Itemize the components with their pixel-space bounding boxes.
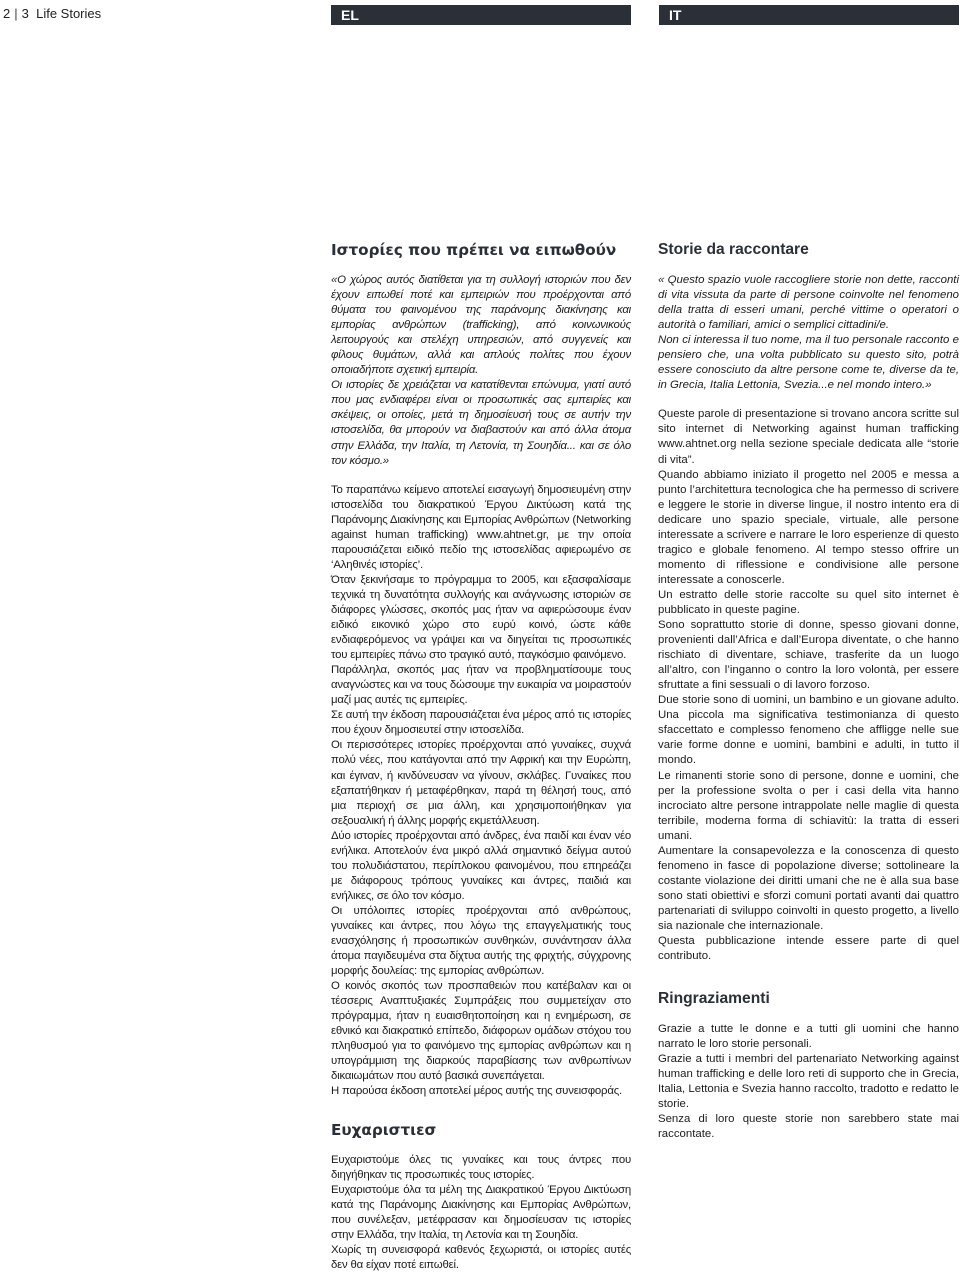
thanks-title: Ringraziamenti xyxy=(658,990,770,1008)
language-label-el: EL xyxy=(331,5,631,25)
body-paragraph: Δύο ιστορίες προέρχονται από άνδρες, ένα παιδί και έναν νέο ενήλικα. Αποτελούν ένα μικρό αλλά σημαντικό δείγμα αυτού του πολυδιάστατου, περίπλοκου φαινομένου, που επηρεάζει με διάφορους τρόπους γυναίκες και άντρες, παιδιά και ενήλικες, σε όλο τον κόσμο. xyxy=(331,829,631,902)
thanks-paragraph: Grazie a tutte le donne e a tutti gli uomini che hanno narrato le loro storie personali. xyxy=(658,1023,959,1051)
body-paragraph: Όταν ξεκινήσαμε το πρόγραμμα το 2005, και εξασφαλίσαμε τεχνικά τη δυνατότητα συλλογής και ανάγνωσης ιστοριών σε διάφορες γλώσσες, σκοπός μας ήταν να αφιερώσουμε έναν ειδικό εικονικό χώρο στο ευρύ κοινό, ώστε κάθε ενδιαφερόμενος να γράψει και να διηγείται τις προσωπικές του εμπειρίες πάνω στο τραγικό αυτό, παγκόσμιο φαινόμενο. xyxy=(331,573,631,662)
section-title: Storie da raccontare xyxy=(658,241,809,258)
quote-paragraph: «Ο χώρος αυτός διατίθεται για τη συλλογή ιστοριών που δεν έχουν ειπωθεί ποτέ και εμπειριών που προέρχονται από θύματα του φαινομένου της παράνομης διακίνησης και εμπορίας ανθρώπων (trafficking), από κοινωνικούς λειτουργούς και στελέχη υπηρεσιών, από συγγενείς και φίλους θυμάτων, αλλά και απλούς πολίτες που έχουν οποιαδήποτε σχετική εμπειρία. xyxy=(331,274,631,377)
body-paragraph: Το παραπάνω κείμενο αποτελεί εισαγωγή δημοσιευμένη στην ιστοσελίδα του διακρατικού Έργου Δικτύωση κατά της Παράνομης Διακίνησης και Εμπορίας Ανθρώπων (Networking against human trafficking) www.ahtnet.gr, με την οποία παρουσιάζεται ειδικό πεδίο της ιστοσελίδας αφιερωμένο σε ‘Αληθινές ιστορίες’. xyxy=(331,483,631,571)
body-paragraph: Η παρούσα έκδοση αποτελεί μέρος αυτής της συνεισφοράς. xyxy=(331,1085,622,1098)
thanks-paragraph: Ευχαριστούμε όλα τα μέλη της Διακρατικού Έργου Δικτύωση κατά της Παράνομης Διακίνησης και Εμπορίας Ανθρώπων, που συνέλεξαν, μετέφρασαν και δημοσίευσαν τις ιστορίες στην Ελλάδα, την Ιταλία, τη Λετονία και τη Σουηδία. xyxy=(331,1183,631,1241)
section-name: Life Stories xyxy=(36,6,102,21)
quote-paragraph: Οι ιστορίες δε χρειάζεται να κατατίθενται επώνυμα, γιατί αυτό που μας ενδιαφέρει είναι οι προσωπικές σας εμπειρίες και σκέψεις, οι οποίες, μετά τη δημοσίευσή τους σε αυτήν την ιστοσελίδα, θα μπορούν να διαβαστούν και από άλλα άτομα στην Ελλάδα, την Ιταλία, τη Λετονία, τη Σουηδία... και σε όλο τον κόσμο.» xyxy=(331,379,631,467)
body-paragraph: Le rimanenti storie sono di persone, donne e uomini, che per la professione svolta o per i casi della vita hanno incrociato altre persone intrappolate nelle maglie di questa terribile, moderna forma di schiavitù: la tratta di esseri umani. xyxy=(658,769,959,842)
body-paragraph: Quando abbiamo iniziato il progetto nel 2005 e messa a punto l’architettura tecnologica che ha permesso di scrivere e leggere le storie in diverse lingue, il nostro intento era di dedicare uno spazio speciale, virtuale, alle persone interessate a scrivere e narrare le loro esperienze di questo tragico e globale fenomeno. Al tempo stesso offrire un momento di riflessione e condivisione alle persone interessate a conoscerle. xyxy=(658,468,959,586)
page-header xyxy=(0,0,960,30)
section-title: Ιστορίες που πρέπει να ειπωθούν xyxy=(331,241,617,259)
body-paragraph: Οι υπόλοιπες ιστορίες προέρχονται από ανθρώπους, γυναίκες και άντρες, που λόγω της επαγγελματικής τους ενασχόλησης ή προσωπικών συνθηκών, συνάντησαν άλλα άτομα παγιδευμένα στα δίχτυα αυτής της φριχτής, σύγχρονης μορφής δουλείας: της εμπορίας ανθρώπων. xyxy=(331,904,631,978)
thanks-paragraph: Grazie a tutti i membri del partenariato Networking against human trafficking e delle loro reti di supporto che in Grecia, Italia, Lettonia e Svezia hanno raccolto, tradotto e redatto le storie. xyxy=(658,1053,959,1111)
body-paragraph: Οι περισσότερες ιστορίες προέρχονται από γυναίκες, συχνά πολύ νέες, που κατάγονται από την Αφρική και την Ευρώπη, και έγιναν, ή κινδύνευσαν να γίνουν, σκλάβες. Γυναίκες που εξαπατήθηκαν ή μεταφέρθηκαν, παρά τη θέλησή τους, από μια περιοχή σε μια άλλη, και χρησιμοποιήθηκαν για σεξουαλική ή άλλης μορφής εκμετάλλευση. xyxy=(331,739,631,827)
thanks-paragraph: Ευχαριστούμε όλες τις γυναίκες και τους άντρες που διηγήθηκαν τις προσωπικές τους ιστορίες. xyxy=(331,1153,631,1181)
page-separator: | xyxy=(14,6,18,21)
body-paragraph: Sono soprattutto storie di donne, spesso giovani donne, provenienti dall’Africa e dall’Europa diventate, o che hanno rischiato di diventare, schiave, trasferite da un luogo all’altro, con l’inganno o contro la loro volontà, per essere sfruttate a fini sessuali o di lavoro forzoso. xyxy=(658,619,959,692)
body-paragraph: Un estratto delle storie raccolte su quel sito internet è pubblicato in queste pagine. xyxy=(658,588,959,616)
body-paragraph: Queste parole di presentazione si trovano ancora scritte sul sito internet di Networking against human trafficking www.ahtnet.org nella sezione speciale dedicata alle “storie di vita”. xyxy=(658,408,959,466)
language-label-it: IT xyxy=(659,5,959,25)
page-number-left: 2 xyxy=(3,6,11,21)
body-paragraph: Παράλληλα, σκοπός μας ήταν να προβληματίσουμε τους αναγνώστες και να τους δώσουμε την ευκαιρία να μοιραστούν μαζί μας αυτές τις εμπειρίες. xyxy=(331,664,631,707)
page-number-right: 3 xyxy=(21,6,29,21)
body-paragraph: Questa pubblicazione intende essere parte di quel contributo. xyxy=(658,935,959,963)
thanks-paragraph: Senza di loro queste storie non sarebbero state mai raccontate. xyxy=(658,1113,959,1141)
quote-paragraph: « Questo spazio vuole raccogliere storie non dette, racconti di vita vissuta da parte di persone coinvolte nel fenomeno della tratta di esseri umani, perché vittime o operatori o autorità o familiari, amici o semplici cittadini/e. xyxy=(658,274,959,332)
body-paragraph: Ο κοινός σκοπός των προσπαθειών που κατέβαλαν και οι τέσσερις Αναπτυξιακές Συμπράξεις που συμμετείχαν στο πρόγραμμα, ήταν η ευαισθητοποίηση και η ενημέρωση, σε εθνικό και διακρατικό επίπεδο, διάφορων ομάδων στόχου του πληθυσμού για το φαινόμενο της εμπορίας ανθρώπων και η υπογράμμιση της διαρκούς παραβίασης των ανθρωπίνων δικαιωμάτων που αυτό βασικά συνεπάγεται. xyxy=(331,980,631,1083)
thanks-title: Ευχαριστιεσ xyxy=(331,1120,437,1139)
body-paragraph: Σε αυτή την έκδοση παρουσιάζεται ένα μέρος από τις ιστορίες που έχουν δημοσιευτεί στην ιστοσελίδα. xyxy=(331,709,631,737)
thanks-paragraph: Χωρίς τη συνεισφορά καθενός ξεχωριστά, οι ιστορίες αυτές δεν θα είχαν ποτέ ειπωθεί. xyxy=(331,1243,631,1271)
body-paragraph: Due storie sono di uomini, un bambino e un giovane adulto. Una piccola ma significativa testimonianza di questo sfaccettato e complesso fenomeno che affligge nelle sue varie forme donne e uomini, bambini e adulti, in tutto il mondo. xyxy=(658,694,959,767)
column-italian xyxy=(658,241,959,1142)
running-head xyxy=(3,6,101,21)
body-paragraph: Aumentare la consapevolezza e la conoscenza di questo fenomeno in fasce di popolazione diverse; sottolineare la costante violazione dei diritti umani che ne è alla sua base sono stati obiettivi e sforzi comuni portati avanti dai quattro partenariati di sviluppo coinvolti in questo progetto, a livello sia nazionale che internazionale. xyxy=(658,844,959,932)
column-greek xyxy=(331,241,631,1273)
quote-paragraph: Non ci interessa il tuo nome, ma il tuo personale racconto e pensiero che, una volta pubblicato su questo sito, potrà essere conosciuto da altre persone come te, diverse da te, in Grecia, Italia Lettonia, Svezia...e nel mondo intero.» xyxy=(658,334,959,392)
